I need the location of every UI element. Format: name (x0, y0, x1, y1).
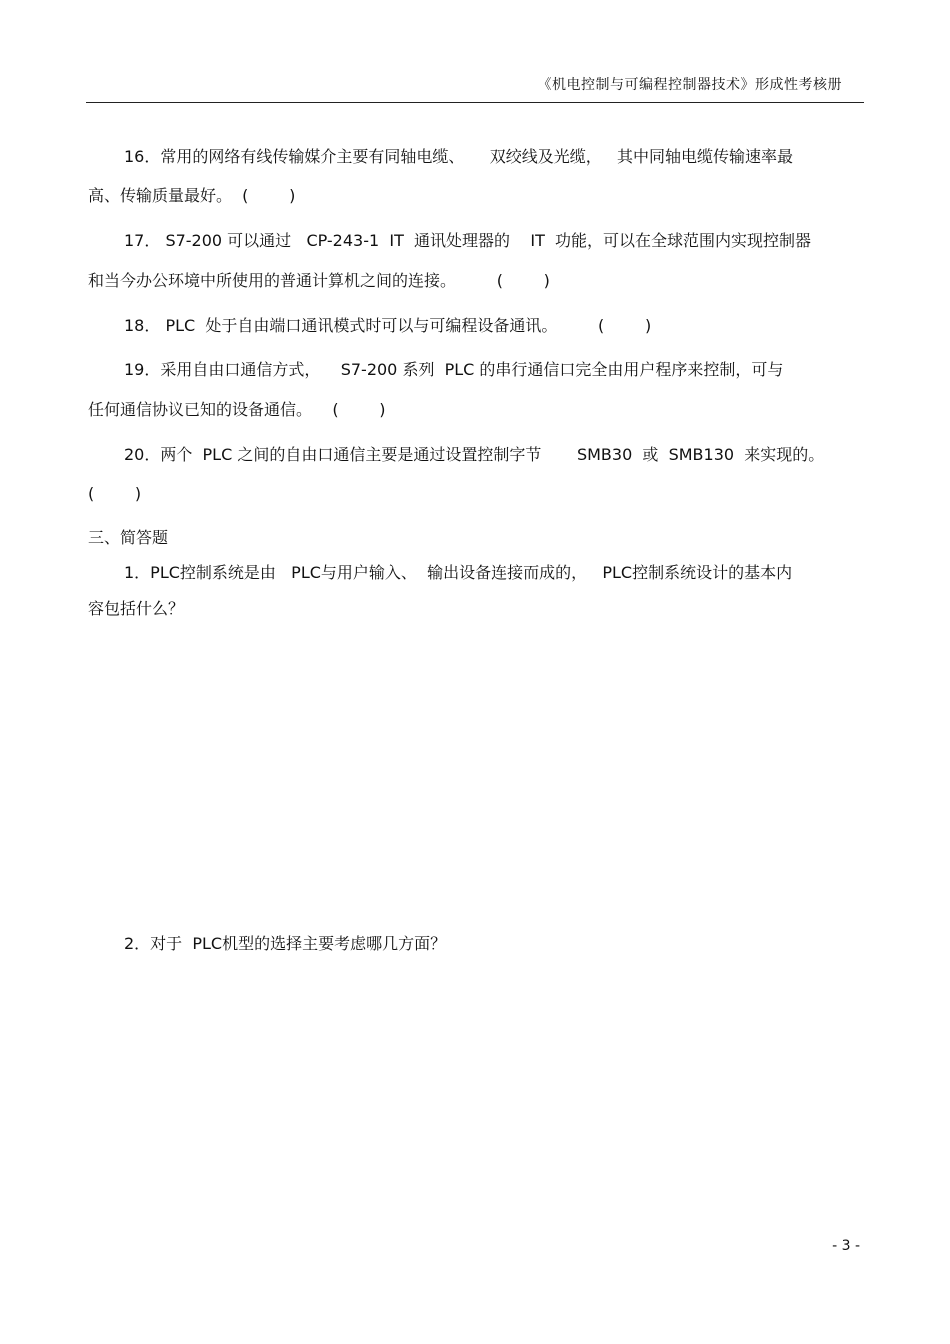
question-text: 任何通信协议已知的设备通信。 ( ) (88, 400, 386, 419)
question-text: 16．常用的网络有线传输媒介主要有同轴电缆、 双绞线及光缆， 其中同轴电缆传输速率最 (124, 147, 794, 166)
question-text: 高、传输质量最好。 ( ) (88, 186, 296, 205)
question-text: 和当今办公环境中所使用的普通计算机之间的连接。 ( ) (88, 271, 550, 290)
question-text: 1．PLC控制系统是由 PLC与用户输入、 输出设备连接而成的， PLC控制系统设计的基本内 (124, 563, 793, 582)
question-text: ( ) (88, 484, 142, 503)
question-text: 20．两个 PLC 之间的自由口通信主要是通过设置控制字节 SMB30 或 SMB130 来实现的。 (124, 445, 825, 464)
question-text: 2．对于 PLC机型的选择主要考虑哪几方面？ (124, 934, 447, 953)
question-text: 容包括什么？ (88, 599, 185, 618)
question-text: 18． PLC 处于自由端口通讯模式时可以与可编程设备通讯。 ( ) (124, 316, 652, 335)
document-title: 《机电控制与可编程控制器技术》形成性考核册 (537, 77, 842, 93)
section-heading: 三、简答题 (88, 528, 169, 547)
question-text: 17． S7-200 可以通过 CP-243-1 IT 通讯处理器的 IT 功能，可以在全球范围内实现控制器 (124, 231, 812, 250)
page-number: - 3 - (832, 1238, 860, 1254)
header-divider (86, 102, 864, 103)
question-text: 19．采用自由口通信方式， S7-200 系列 PLC 的串行通信口完全由用户程序来控制，可与 (124, 360, 784, 379)
